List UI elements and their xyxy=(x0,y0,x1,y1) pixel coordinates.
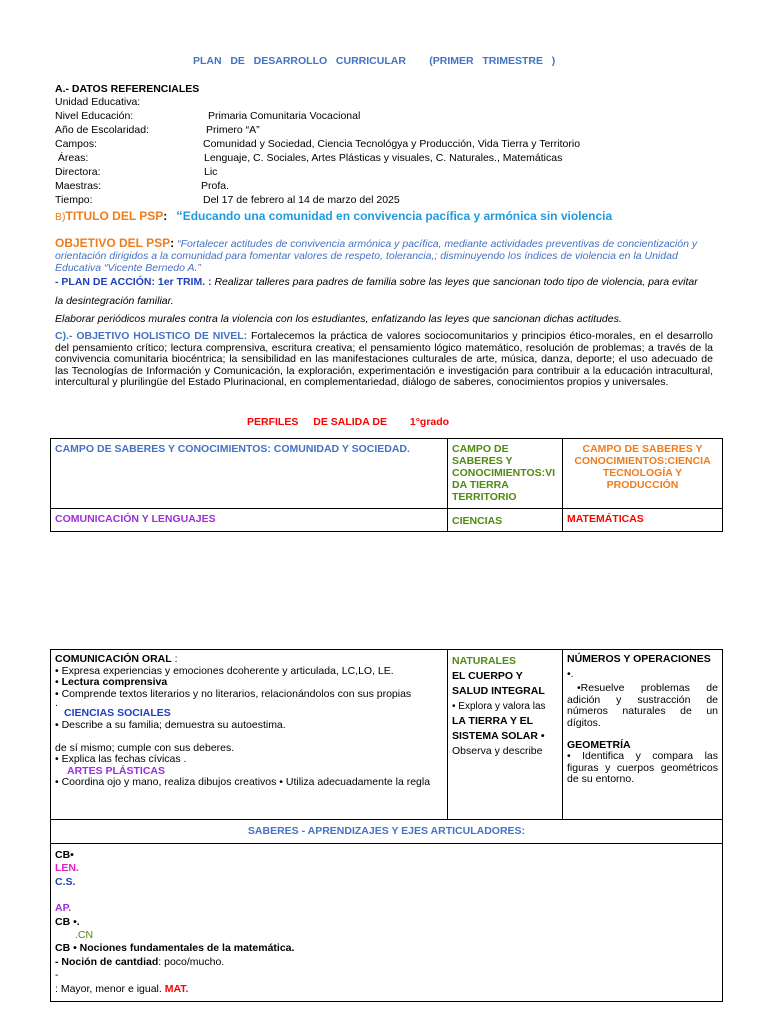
holistico-text: Fortalecemos la práctica de valores sociocomunitarios y principios ético-morales, en el desarrollo del pensamiento crítico; lectura comprensiva, escritura creativa; el pensamiento lógico matemático, resolución de problemas; a través de la convivencia comunitaria biocéntrica; la sensibilidad en las manifestaciones culturales de arte, música, danza, deporte; el uso adecuado de las Tecnologías de Información y Comunicación, la exploración, experimentación e investigación para contribuir a la educación intracultural, intercultural y plurilingüe del Estado Plurinacional, en complementariedad, diálogo de saberes, conocimientos propios y universales. xyxy=(55,330,713,389)
c1-l4: . xyxy=(55,697,58,710)
perfiles-heading xyxy=(247,416,449,428)
datos-value: Lenguaje, C. Sociales, Artes Plásticas y visuales, C. Naturales., Matemáticas xyxy=(204,152,563,164)
saberes-cb3a: CB xyxy=(55,942,71,955)
c1-l8: • Coordina ojo y mano, realiza dibujos creativos • Utiliza adecuadamente la regla xyxy=(55,776,431,789)
datos-value: Primero “A” xyxy=(206,124,260,136)
ciencias-sociales-heading: CIENCIAS SOCIALES xyxy=(64,707,171,720)
col-comunidad xyxy=(51,650,448,820)
objetivo-text: “Fortalecer actitudes de convivencia armónica y pacífica, mediante actividades preventivas de concientización y orientación dirigidos a la comunidad para fomentar valores de respeto, tolerancia,; disminuyendo los índices de violencia en la Unidad Educativa “Vicente Bernedo A.” xyxy=(55,238,698,274)
perfiles-table xyxy=(50,438,723,532)
saberes-len: LEN. xyxy=(55,862,79,875)
objetivo-holistico xyxy=(55,331,713,389)
titulo-label: TITULO DEL PSP xyxy=(65,209,164,223)
perfiles-b: DE SALIDA DE xyxy=(313,416,387,428)
numeros-operaciones-heading: NÚMEROS Y OPERACIONES xyxy=(567,653,711,665)
titulo-text: Educando una comunidad en convivencia pacífica y armónica sin violencia xyxy=(182,209,613,223)
datos-key: Unidad Educativa: xyxy=(55,96,141,108)
titulo-prefix: B) xyxy=(55,211,66,223)
comunicacion-oral-heading: COMUNICACIÓN ORAL xyxy=(55,653,172,665)
c3-l1: •. xyxy=(567,667,574,680)
plan-accion-text: Realizar talleres para padres de familia sobre las leyes que sancionan todo tipo de violencia, para evitar xyxy=(211,276,698,288)
datos-key: Maestras: xyxy=(55,180,102,192)
col-ciencia xyxy=(563,650,723,820)
saberes-cb3b: • Nociones fundamentales de la matemática. xyxy=(73,942,295,955)
holistico-label: C).- OBJETIVO HOLISTICO DE NIVEL: xyxy=(55,330,248,342)
c1-l6: de sí mismo; cumple con sus deberes. xyxy=(55,741,235,754)
datos-key: Áreas: xyxy=(55,152,89,164)
c3-l2: •Resuelve problemas de adición y sustracción de números naturales de un dígitos. xyxy=(567,682,718,729)
lectura-comprensiva: Lectura comprensiva xyxy=(61,676,168,689)
ciencias: CIENCIAS xyxy=(448,509,563,532)
nocion-cantidad-text: : poco/mucho. xyxy=(158,955,225,968)
datos-key: Año de Escolaridad: xyxy=(55,124,149,136)
c3-l3: • Identifica y compara las figuras y cuerpos geométricos de su entorno. xyxy=(567,750,718,786)
comunicacion-oral-tail: : xyxy=(171,653,178,665)
c2-l2: Observa y describe xyxy=(452,745,543,757)
saberes-cb2: CB •. xyxy=(55,915,80,928)
campo-ciencia-header: CAMPO DE SABERES Y CONOCIMIENTOS:CIENCIA TECNOLOGÍA Y PRODUCCIÓN xyxy=(563,439,723,509)
datos-heading: A.- DATOS REFERENCIALES xyxy=(55,83,200,95)
datos-value: Profa. xyxy=(201,180,230,192)
cuerpo-salud-heading: EL CUERPO Y SALUD INTEGRAL xyxy=(452,670,545,697)
naturales-heading: NATURALES xyxy=(452,655,516,667)
objetivo-colon: : xyxy=(170,236,175,250)
tierra-sistema-heading: LA TIERRA Y EL SISTEMA SOLAR xyxy=(452,715,538,742)
objetivo-label: OBJETIVO DEL PSP xyxy=(55,236,171,250)
tierra-sistema-tail: • xyxy=(537,730,545,742)
c1-l5: • Describe a su familia; demuestra su autoestima. xyxy=(55,718,286,731)
nocion-cantidad: - Noción de cantdiad xyxy=(55,955,159,968)
plan-accion-label: - PLAN DE ACCIÓN: 1er TRIM. : xyxy=(55,276,212,288)
geometria-heading: GEOMETRÍA xyxy=(567,738,631,751)
saberes-dash: - xyxy=(55,969,59,982)
plan-accion xyxy=(55,276,723,288)
objetivo-psp xyxy=(55,237,715,274)
matematicas: MATEMÁTICAS xyxy=(563,509,723,532)
c1-l2-bullet: • xyxy=(55,676,62,689)
campo-comunidad-header: CAMPO DE SABERES Y CONOCIMIENTOS: COMUNIDAD Y SOCIEDAD. xyxy=(51,439,448,509)
saberes-ap: AP. xyxy=(55,902,72,915)
datos-value: Lic xyxy=(204,166,218,178)
titulo-psp xyxy=(55,208,612,223)
datos-value: Primaria Comunitaria Vocacional xyxy=(208,110,361,122)
c1-l3: • Comprende textos literarios y no literarios, relacionándolos con sus propias xyxy=(55,687,412,700)
c2-l1: • Explora y valora las xyxy=(452,701,546,712)
plan-accion-text2: la desintegración familiar. xyxy=(55,295,174,307)
saberes-cn: .CN xyxy=(75,929,94,942)
perfiles-c: 1°grado xyxy=(409,416,450,428)
col-vida xyxy=(448,650,563,820)
datos-key: Campos: xyxy=(55,138,98,150)
perfiles-a: PERFILES xyxy=(247,416,299,428)
datos-key: Directora: xyxy=(55,166,101,178)
page-title: PLAN DE DESARROLLO CURRICULAR (PRIMER TRIMESTRE ) xyxy=(193,55,556,67)
datos-value: Comunidad y Sociedad, Ciencia Tecnológya y Producción, Vida Tierra y Territorio xyxy=(203,138,581,150)
datos-key: Tiempo: xyxy=(55,194,93,206)
datos-value: Del 17 de febrero al 14 de marzo del 2025 xyxy=(203,194,400,206)
artes-plasticas-heading: ARTES PLÁSTICAS xyxy=(67,764,166,777)
saberes-body xyxy=(51,844,723,1002)
titulo-colon: : xyxy=(163,209,168,223)
c1-l1: • Expresa experiencias y emociones dcoherente y articulada, LC,LO, LE. xyxy=(55,664,394,677)
contenidos-table xyxy=(50,649,723,1002)
saberes-mayor: : Mayor, menor e igual. xyxy=(55,982,165,995)
saberes-mat: MAT. xyxy=(164,982,189,995)
titulo-quote: “ xyxy=(176,208,183,223)
comunicacion-lenguajes: COMUNICACIÓN Y LENGUAJES xyxy=(51,509,448,532)
datos-key: Nivel Educación: xyxy=(55,110,134,122)
saberes-cs: C.S. xyxy=(55,875,76,888)
saberes-header: SABERES - APRENDIZAJES Y EJES ARTICULADORES: xyxy=(51,820,723,844)
campo-vida-header: CAMPO DE SABERES Y CONOCIMIENTOS:VI DA TIERRA TERRITORIO xyxy=(448,439,563,509)
saberes-cb1: CB• xyxy=(55,849,74,861)
c1-l7: • Explica las fechas cívicas . xyxy=(55,753,187,766)
plan-accion-text3: Elaborar periódicos murales contra la violencia con los estudiantes, enfatizando las leyes que sancionan dichas actitudes. xyxy=(55,313,622,325)
